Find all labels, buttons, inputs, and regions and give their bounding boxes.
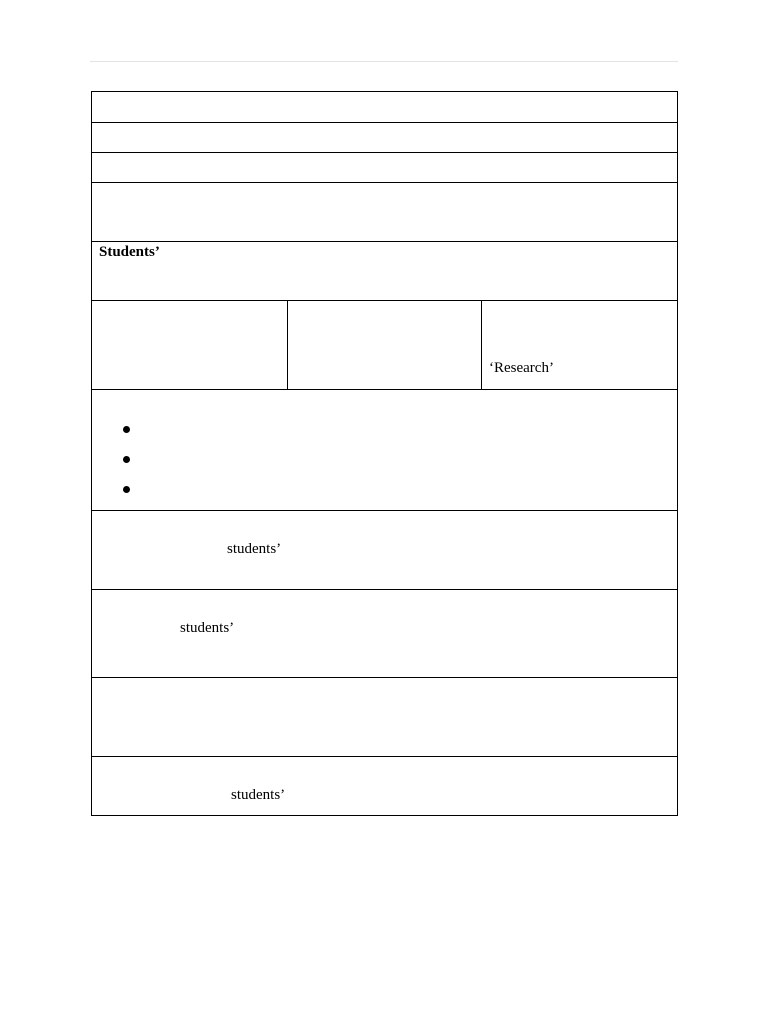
table-row (92, 757, 678, 816)
form-cell-6b (288, 301, 482, 390)
table-row (92, 183, 678, 242)
list-item (123, 486, 130, 493)
form-cell-4 (92, 183, 678, 242)
table-row (92, 92, 678, 123)
page-top-rule (90, 61, 678, 62)
table-row (92, 242, 678, 301)
students-heading-cell (92, 242, 678, 301)
table-row (92, 153, 678, 183)
form-cell-3 (92, 153, 678, 183)
students-label-1: students’ (227, 541, 282, 557)
students-label-2: students’ (180, 620, 235, 636)
list-item (123, 426, 130, 433)
table-row (92, 678, 678, 757)
table-row (92, 301, 678, 390)
students-label-3: students’ (231, 787, 286, 803)
table-row (92, 511, 678, 590)
research-label: ‘Research’ (489, 360, 554, 376)
form-cell-10 (92, 678, 678, 757)
table-row (92, 123, 678, 153)
bullet-list-cell (92, 390, 678, 511)
document-form-table (91, 91, 678, 816)
research-cell (482, 301, 678, 390)
students-cell-3 (92, 757, 678, 816)
students-cell-2 (92, 590, 678, 678)
form-cell-2 (92, 123, 678, 153)
form-cell-1 (92, 92, 678, 123)
table-row (92, 390, 678, 511)
students-heading: Students’ (99, 244, 160, 260)
table-row (92, 590, 678, 678)
form-cell-6a (92, 301, 288, 390)
students-cell-1 (92, 511, 678, 590)
list-item (123, 456, 130, 463)
